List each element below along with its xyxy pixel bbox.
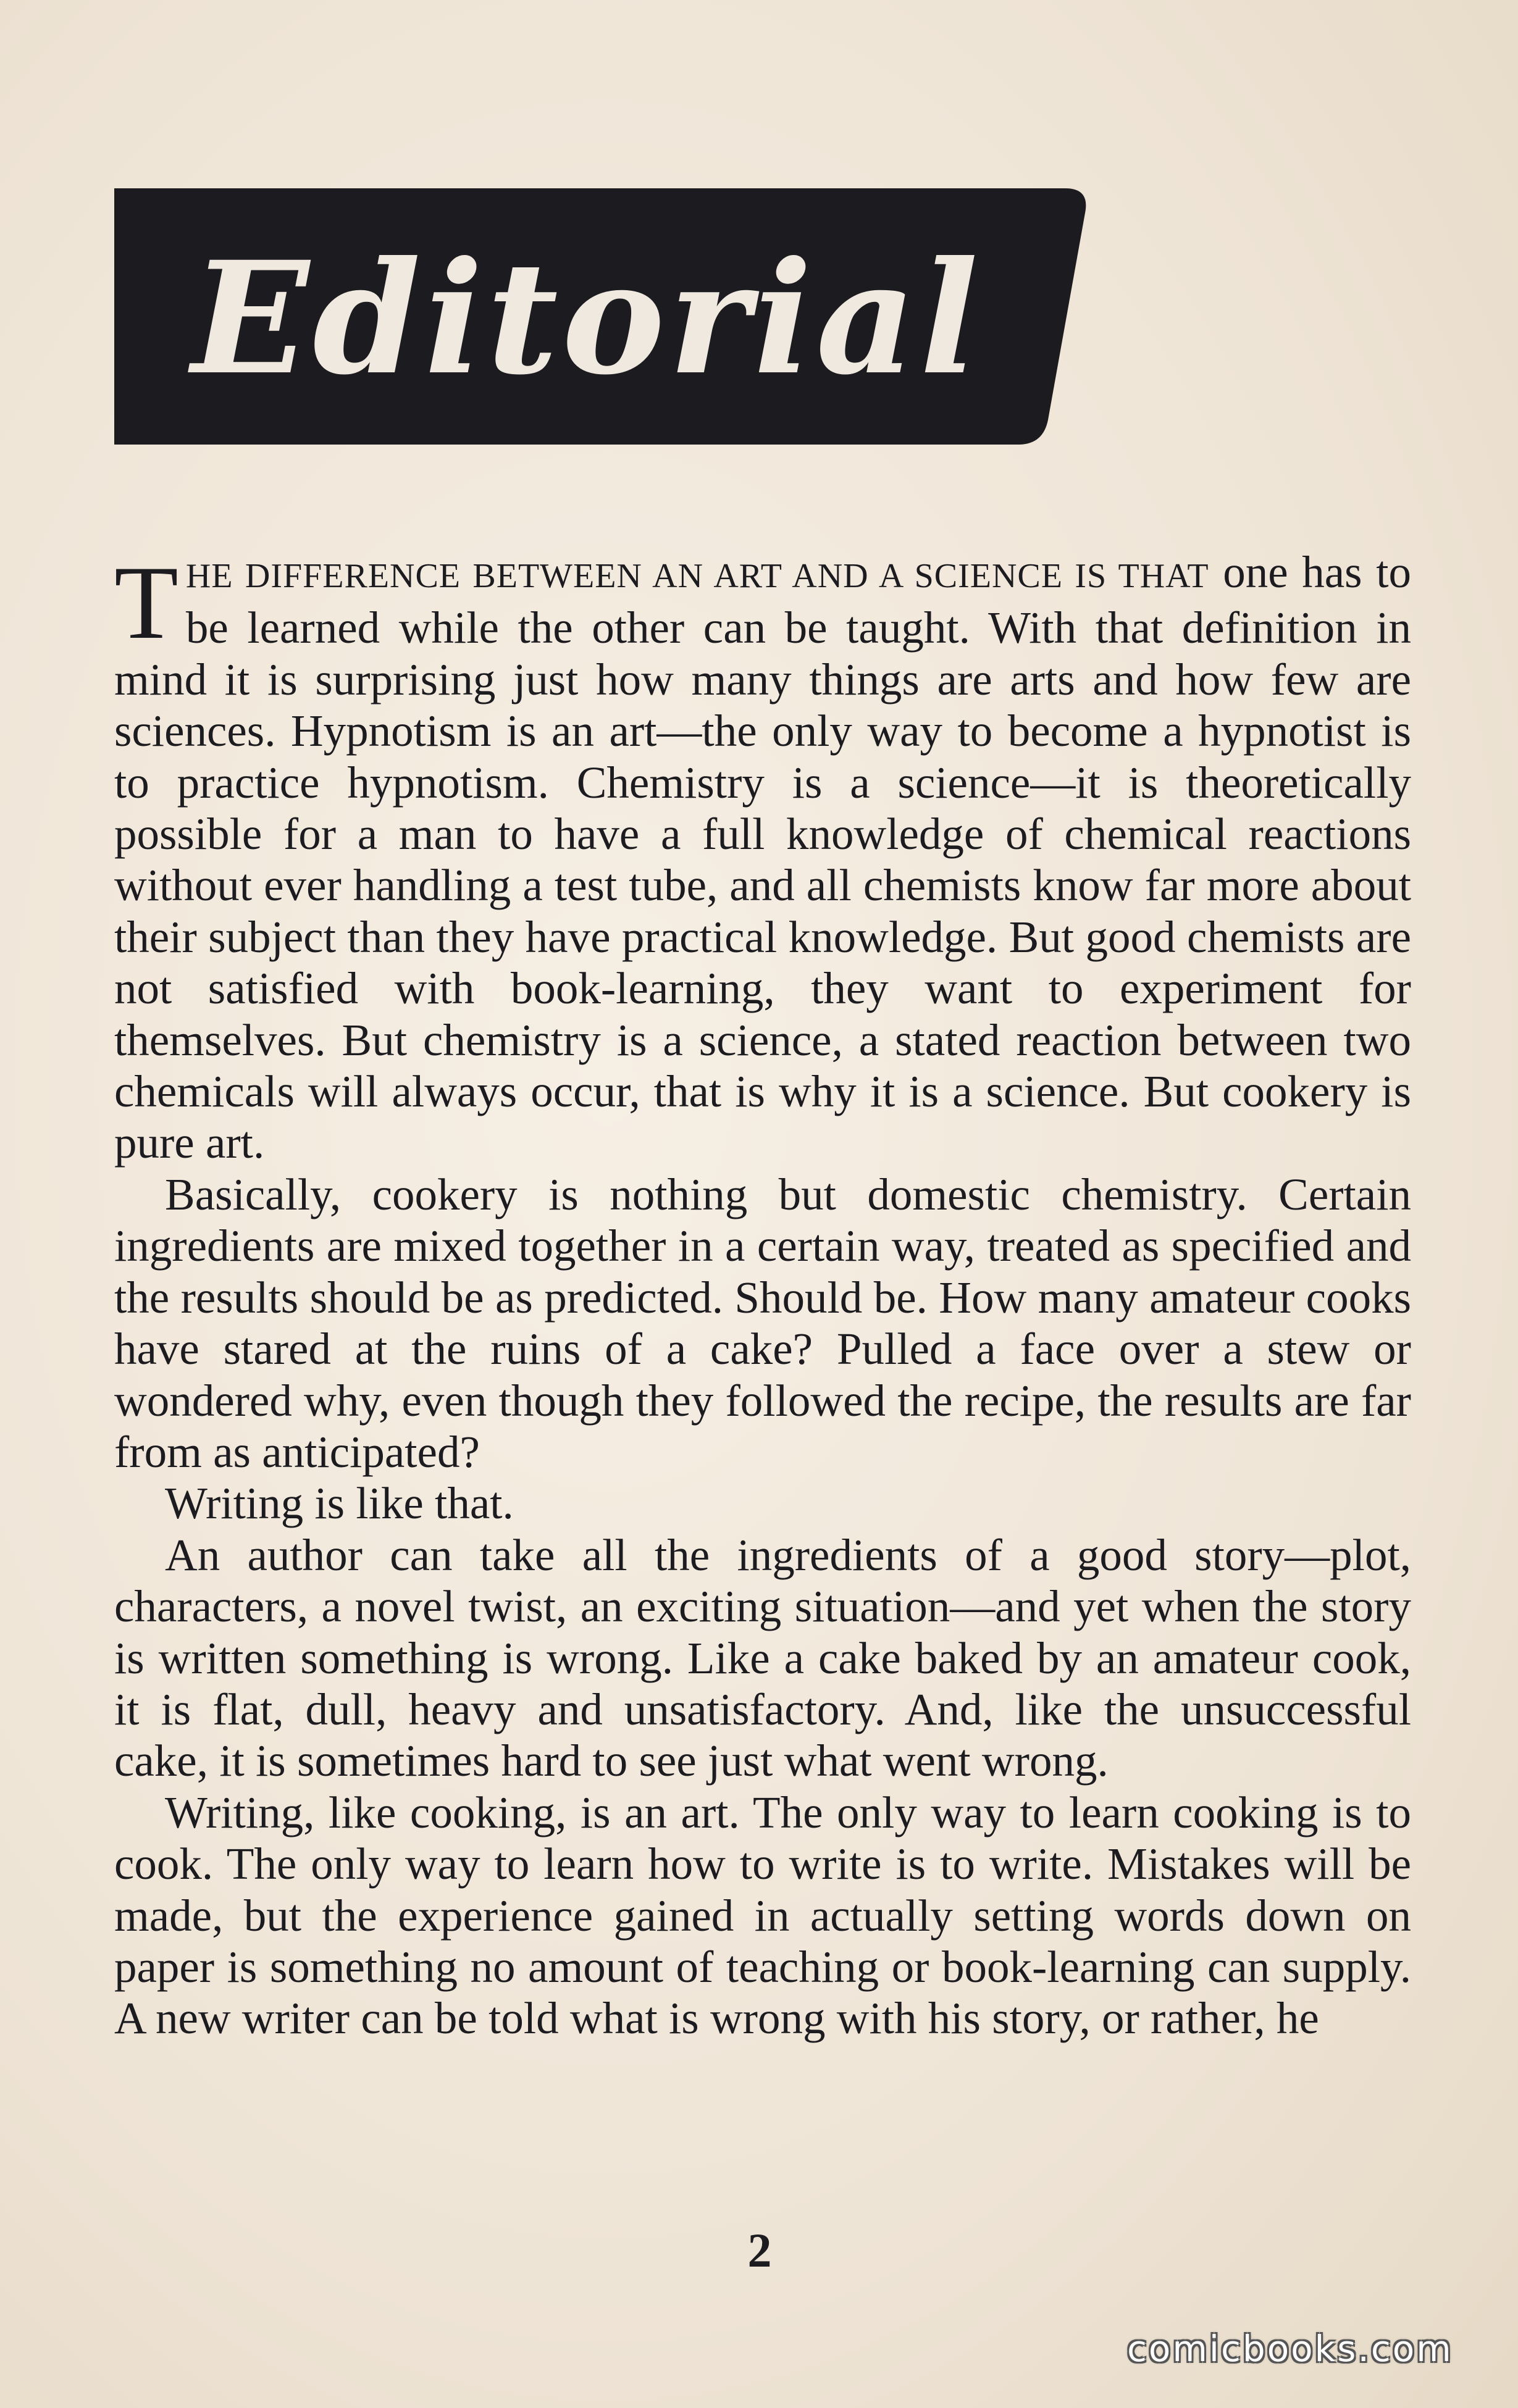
page-number: 2 bbox=[747, 2223, 772, 2277]
paragraph-2: Basically, cookery is nothing but domestic chemistry. Certain ingredients are mixed together in a certain way, treated as specified and the results should be as predicted. Should be. How many amateur cooks have stared at the ruins of a cake? Pulled a face over a stew or wondered why, even though they followed the recipe, the results are far from as anticipated? bbox=[114, 1169, 1411, 1477]
watermark: comicbooks.com bbox=[1127, 2328, 1453, 2370]
paragraph-1-text: one has to be learned while the other can be taught. With that definition in mind it is surprising just how many things are arts and how few are sciences. Hypnotism is an art—the only way to become a hypnotist is to practice hypnotism. Chemistry is a science—it is theoretically possible for a man to have a full knowledge of chemical reactions without ever handling a test tube, and all chemists know far more about their subject than they have practical knowledge. But good chemists are not satisfied with book-learning, they want to experiment for themselves. But chemistry is a science, a stated reaction between two chemicals will always occur, that is why it is a science. But cookery is pure art. bbox=[114, 547, 1411, 1168]
paragraph-3: Writing is like that. bbox=[165, 1478, 514, 1529]
article-body bbox=[114, 546, 1411, 2044]
paragraph-5: Writing, like cooking, is an art. The only way to learn cooking is to cook. The only way to learn how to write is to write. Mistakes will be made, but the experience gained in actually setting words down on paper is something no amount of teaching or book-learning can supply. A new writer can be told what is wrong with his story, or rather, he bbox=[114, 1787, 1411, 2044]
dropcap-letter: T bbox=[114, 545, 178, 661]
paragraph-1 bbox=[114, 546, 1411, 1169]
editorial-banner bbox=[114, 188, 1090, 445]
opening-smallcaps: HE DIFFERENCE BETWEEN AN ART AND A SCIENCE IS THAT bbox=[185, 557, 1209, 595]
paragraph-4: An author can take all the ingredients of a good story—plot, characters, a novel twist, an exciting situation—and yet when the story is written something is wrong. Like a cake baked by an amateur cook, it is flat, dull, heavy and unsatisfactory. And, like the unsuccessful cake, it is sometimes hard to see just what went wrong. bbox=[114, 1529, 1411, 1786]
banner-title: Editorial bbox=[191, 227, 983, 409]
